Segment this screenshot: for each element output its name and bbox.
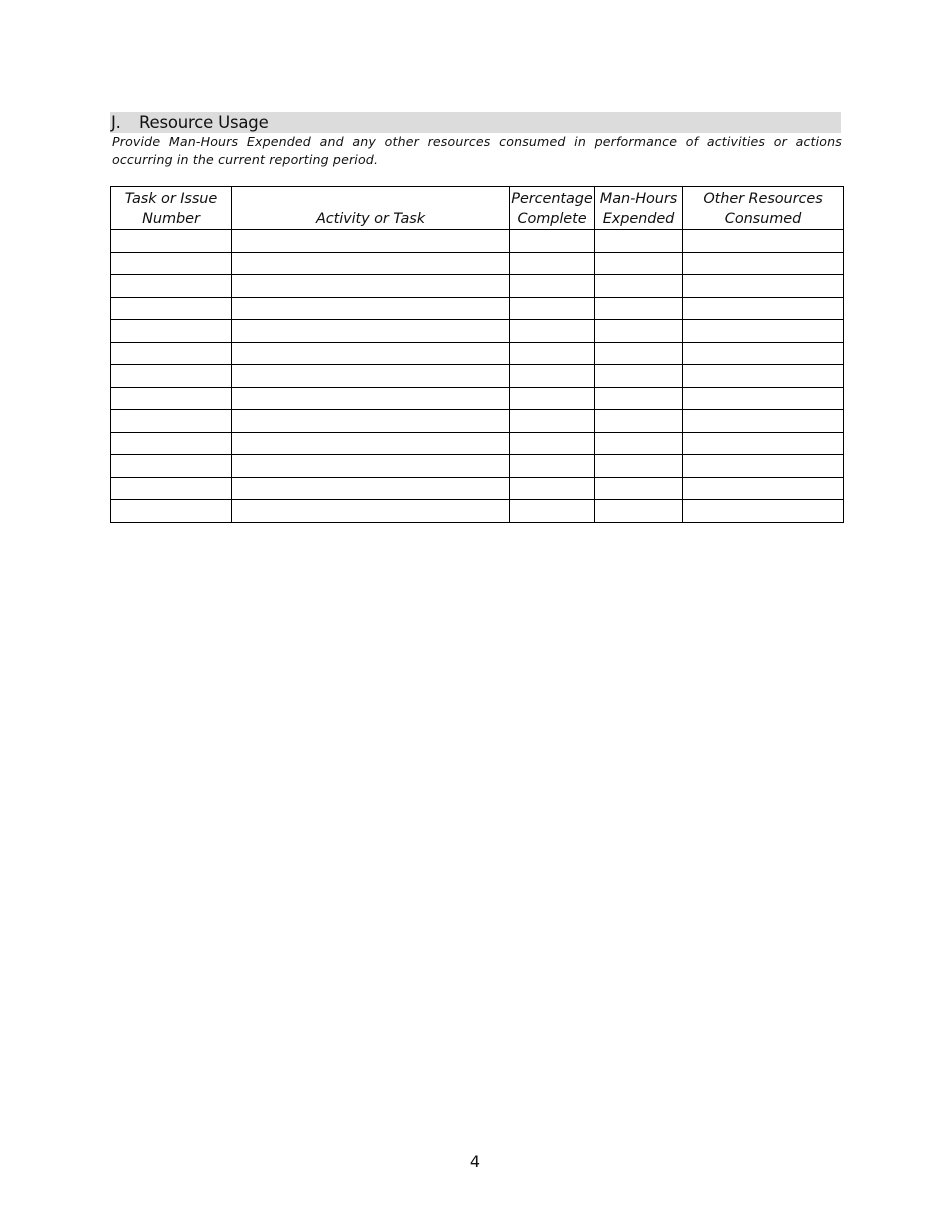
cell-other-resources[interactable] <box>683 297 844 320</box>
cell-activity[interactable] <box>232 387 510 410</box>
cell-percentage-complete[interactable] <box>510 297 595 320</box>
cell-activity[interactable] <box>232 275 510 298</box>
table-row <box>111 230 844 253</box>
cell-percentage-complete[interactable] <box>510 477 595 500</box>
cell-task-number[interactable] <box>111 387 232 410</box>
cell-other-resources[interactable] <box>683 477 844 500</box>
cell-other-resources[interactable] <box>683 387 844 410</box>
cell-other-resources[interactable] <box>683 410 844 433</box>
table-body <box>111 230 844 523</box>
cell-other-resources[interactable] <box>683 320 844 343</box>
cell-task-number[interactable] <box>111 500 232 523</box>
cell-activity[interactable] <box>232 500 510 523</box>
cell-task-number[interactable] <box>111 320 232 343</box>
cell-percentage-complete[interactable] <box>510 365 595 388</box>
cell-other-resources[interactable] <box>683 432 844 455</box>
cell-activity[interactable] <box>232 410 510 433</box>
table-row <box>111 432 844 455</box>
cell-activity[interactable] <box>232 342 510 365</box>
table-row <box>111 500 844 523</box>
cell-man-hours[interactable] <box>595 410 683 433</box>
cell-activity[interactable] <box>232 432 510 455</box>
cell-other-resources[interactable] <box>683 500 844 523</box>
table-row <box>111 455 844 478</box>
cell-task-number[interactable] <box>111 432 232 455</box>
cell-percentage-complete[interactable] <box>510 230 595 253</box>
cell-other-resources[interactable] <box>683 455 844 478</box>
table-row <box>111 477 844 500</box>
table-row <box>111 297 844 320</box>
cell-task-number[interactable] <box>111 275 232 298</box>
cell-task-number[interactable] <box>111 342 232 365</box>
cell-man-hours[interactable] <box>595 297 683 320</box>
cell-task-number[interactable] <box>111 477 232 500</box>
table-row <box>111 342 844 365</box>
cell-other-resources[interactable] <box>683 230 844 253</box>
cell-activity[interactable] <box>232 455 510 478</box>
cell-man-hours[interactable] <box>595 252 683 275</box>
cell-man-hours[interactable] <box>595 432 683 455</box>
table-row <box>111 252 844 275</box>
header-other-resources: Other Resources Consumed <box>683 187 844 230</box>
table-row <box>111 410 844 433</box>
cell-task-number[interactable] <box>111 252 232 275</box>
cell-man-hours[interactable] <box>595 230 683 253</box>
header-percentage-complete: Percentage Complete <box>510 187 595 230</box>
cell-activity[interactable] <box>232 297 510 320</box>
table-header-row <box>111 187 844 230</box>
header-man-hours: Man-Hours Expended <box>595 187 683 230</box>
header-activity: Activity or Task <box>232 187 510 230</box>
page-number: 4 <box>469 1152 481 1171</box>
cell-percentage-complete[interactable] <box>510 342 595 365</box>
cell-task-number[interactable] <box>111 230 232 253</box>
cell-man-hours[interactable] <box>595 275 683 298</box>
table-row <box>111 365 844 388</box>
cell-percentage-complete[interactable] <box>510 432 595 455</box>
cell-task-number[interactable] <box>111 297 232 320</box>
cell-task-number[interactable] <box>111 365 232 388</box>
cell-man-hours[interactable] <box>595 477 683 500</box>
table-row <box>111 320 844 343</box>
section-letter: J. <box>111 113 121 132</box>
cell-percentage-complete[interactable] <box>510 252 595 275</box>
resource-usage-table <box>110 186 844 523</box>
section-instructions: Provide Man-Hours Expended and any other resources consumed in performance of activities or actions occurring in the current reporting period. <box>112 134 842 167</box>
cell-percentage-complete[interactable] <box>510 455 595 478</box>
cell-activity[interactable] <box>232 365 510 388</box>
cell-percentage-complete[interactable] <box>510 320 595 343</box>
cell-man-hours[interactable] <box>595 387 683 410</box>
cell-man-hours[interactable] <box>595 500 683 523</box>
cell-percentage-complete[interactable] <box>510 275 595 298</box>
cell-man-hours[interactable] <box>595 342 683 365</box>
cell-activity[interactable] <box>232 477 510 500</box>
cell-percentage-complete[interactable] <box>510 500 595 523</box>
cell-man-hours[interactable] <box>595 365 683 388</box>
table-row <box>111 275 844 298</box>
cell-activity[interactable] <box>232 320 510 343</box>
cell-other-resources[interactable] <box>683 342 844 365</box>
section-header <box>110 112 841 133</box>
cell-other-resources[interactable] <box>683 275 844 298</box>
cell-man-hours[interactable] <box>595 455 683 478</box>
cell-percentage-complete[interactable] <box>510 410 595 433</box>
cell-task-number[interactable] <box>111 455 232 478</box>
section-title: Resource Usage <box>139 113 269 132</box>
header-task-number: Task or Issue Number <box>111 187 232 230</box>
cell-other-resources[interactable] <box>683 252 844 275</box>
cell-percentage-complete[interactable] <box>510 387 595 410</box>
cell-activity[interactable] <box>232 252 510 275</box>
cell-task-number[interactable] <box>111 410 232 433</box>
cell-other-resources[interactable] <box>683 365 844 388</box>
table-row <box>111 387 844 410</box>
cell-man-hours[interactable] <box>595 320 683 343</box>
cell-activity[interactable] <box>232 230 510 253</box>
